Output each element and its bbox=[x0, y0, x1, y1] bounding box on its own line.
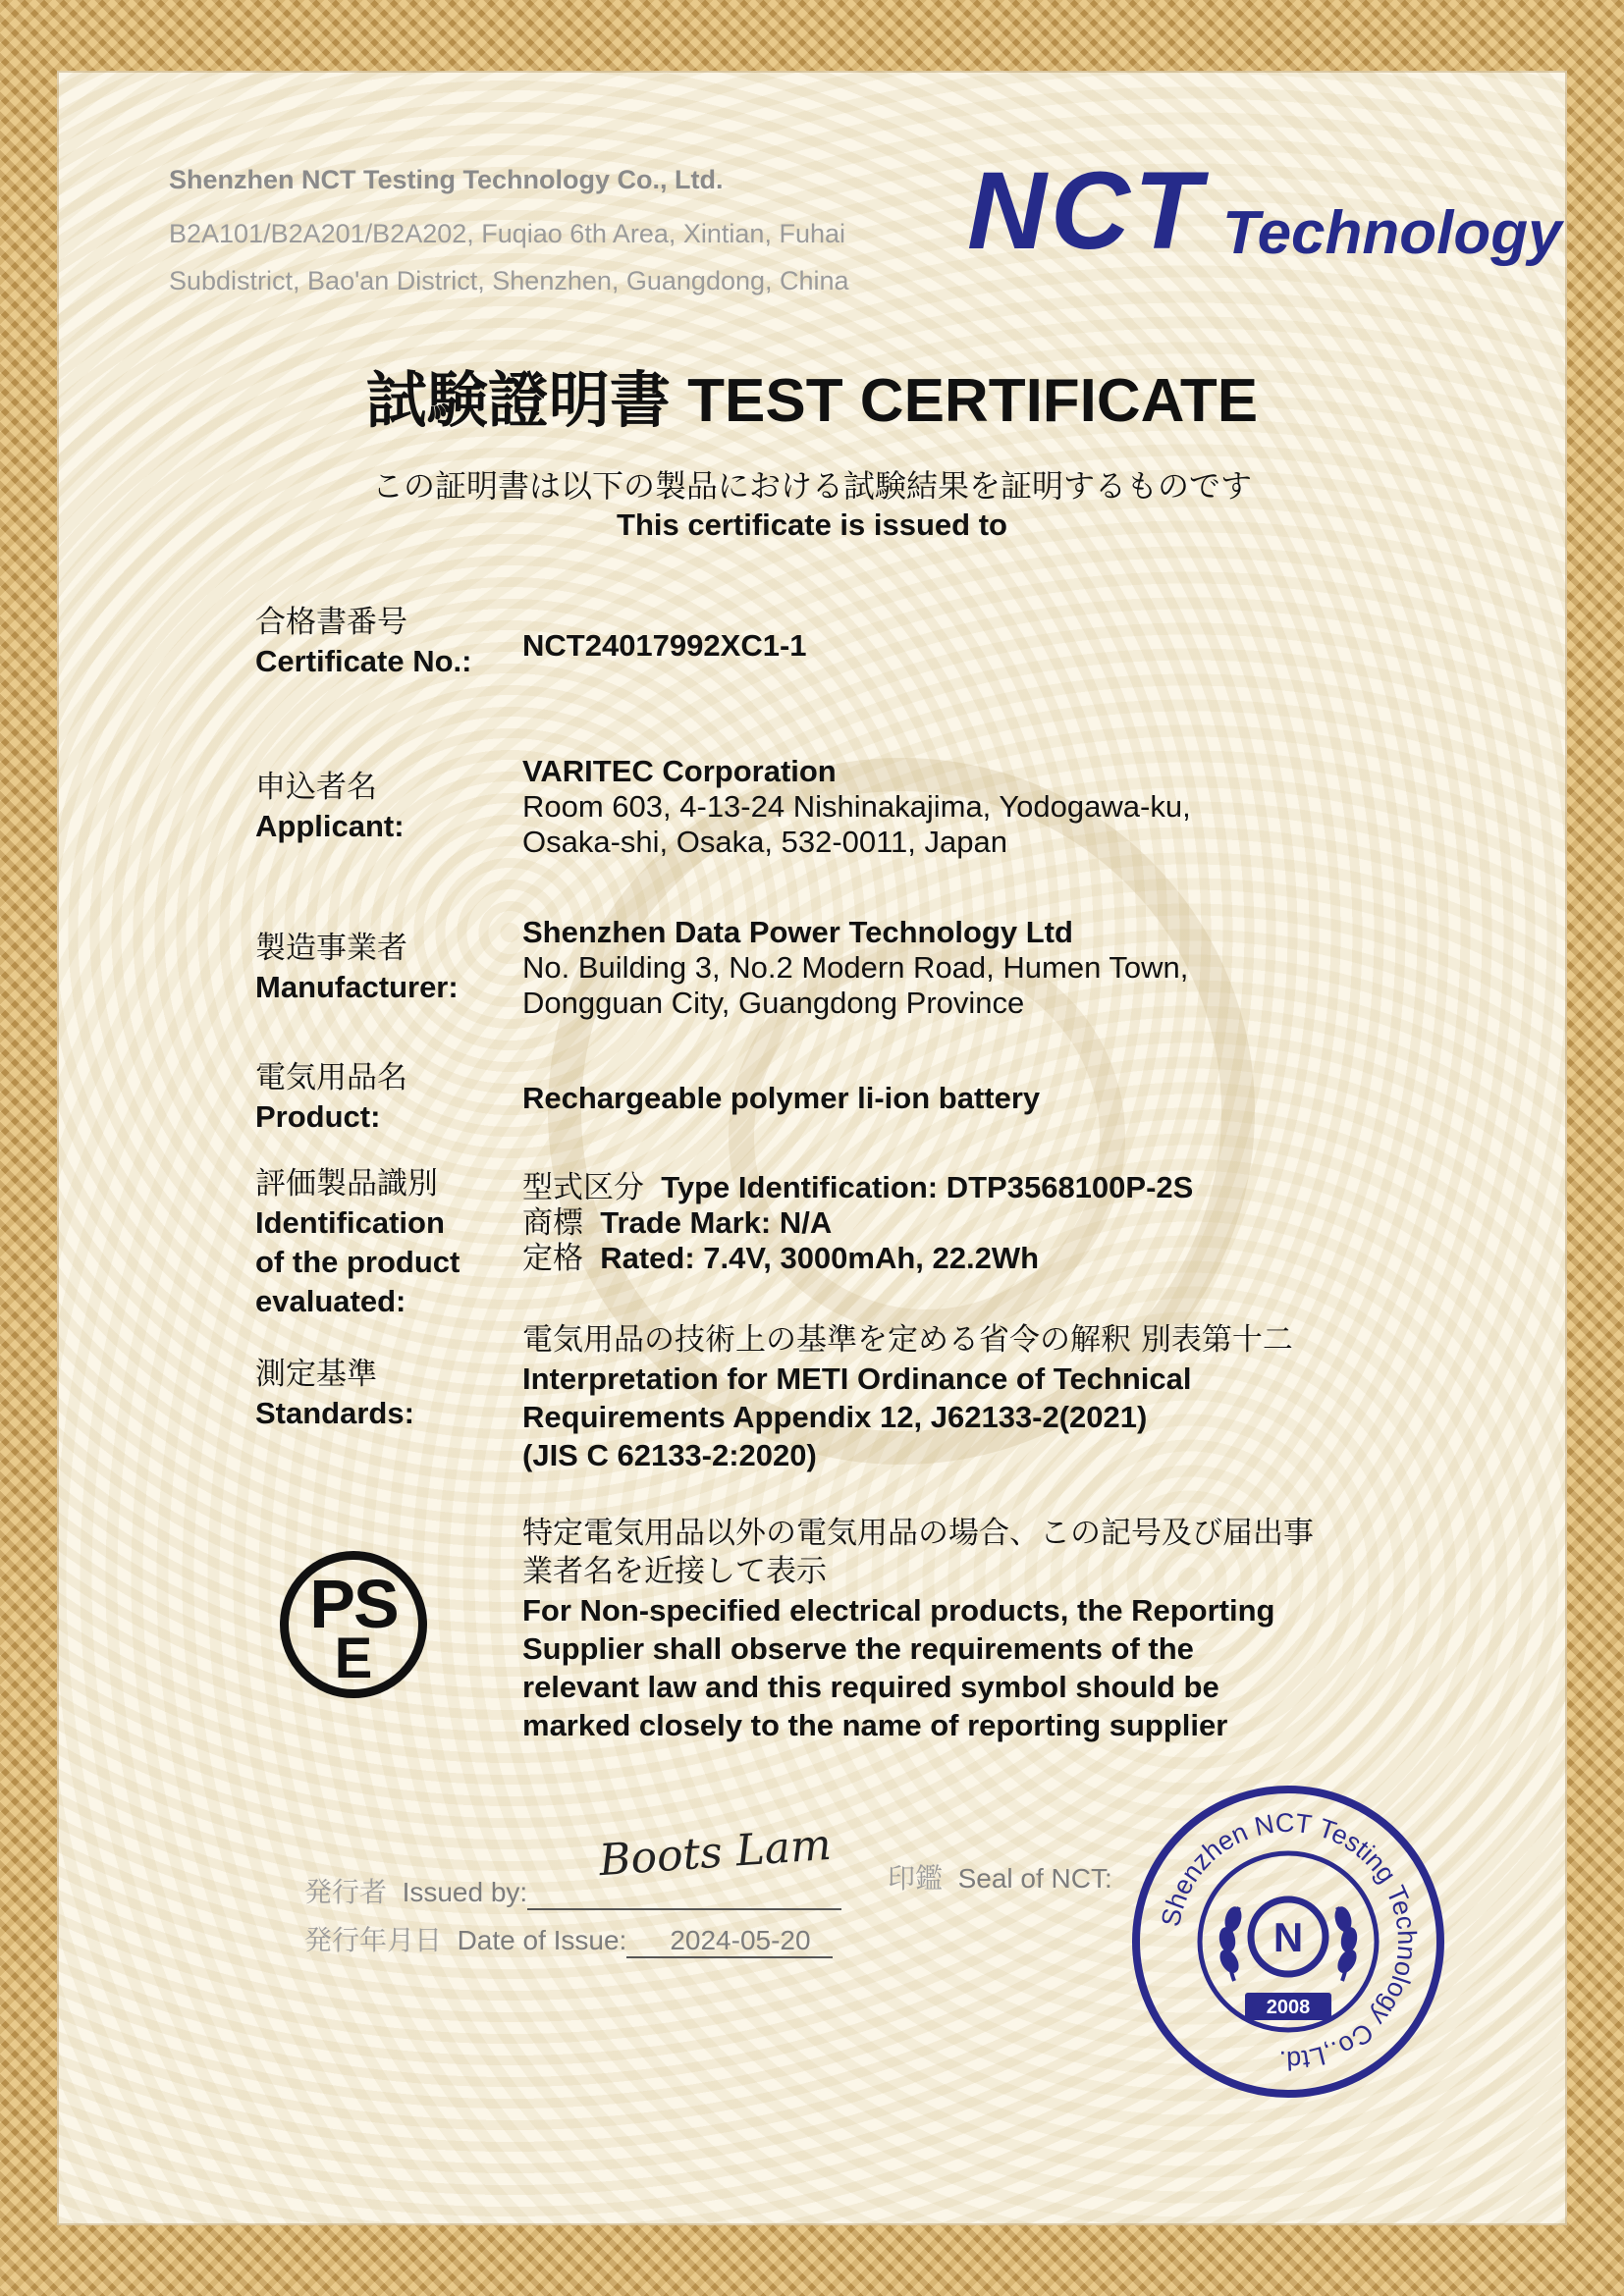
standards-value bbox=[522, 1321, 1293, 1474]
label-en: Product: bbox=[255, 1099, 381, 1134]
seal-label bbox=[888, 1857, 1112, 1896]
standards-jp: 電気用品の技術上の基準を定める省令の解釈 別表第十二 bbox=[522, 1322, 1293, 1358]
manufacturer-label bbox=[255, 929, 459, 1007]
issued-by-jp: 発行者 bbox=[304, 1876, 388, 1908]
pse-notice-en-4: marked closely to the name of reporting supplier bbox=[522, 1708, 1228, 1742]
label-jp: 評価製品識別 bbox=[255, 1166, 438, 1201]
issued-by bbox=[304, 1871, 841, 1910]
product-name: Rechargeable polymer li-ion battery bbox=[522, 1081, 1041, 1115]
pse-notice-en-1: For Non-specified electrical products, the Reporting bbox=[522, 1593, 1275, 1628]
manufacturer-address-1: No. Building 3, No.2 Modern Road, Humen Town, bbox=[522, 950, 1189, 985]
address-line-1: B2A101/B2A201/B2A202, Fuqiao 6th Area, Xintian, Fuhai bbox=[169, 219, 845, 248]
identification-label bbox=[255, 1164, 460, 1321]
label-jp: 測定基準 bbox=[255, 1357, 377, 1392]
mark-jp: 商標 bbox=[522, 1205, 583, 1241]
label-jp: 製造事業者 bbox=[255, 931, 407, 966]
date-en: Date of Issue: bbox=[457, 1925, 627, 1955]
type-en: Type Identification: DTP3568100P-2S bbox=[661, 1170, 1194, 1204]
standards-label bbox=[255, 1355, 414, 1433]
applicant-address-1: Room 603, 4-13-24 Nishinakajima, Yodogawa-ku, bbox=[522, 789, 1191, 824]
manufacturer-value bbox=[522, 915, 1188, 1021]
certificate-title: 試験證明書 TEST CERTIFICATE bbox=[365, 367, 1259, 435]
signature-line bbox=[527, 1879, 841, 1910]
label-jp: 電気用品名 bbox=[255, 1060, 407, 1095]
seal-ring-text: Shenzhen NCT Testing Technology Co.,Ltd. bbox=[1156, 1807, 1423, 2076]
svg-text:N: N bbox=[1272, 1914, 1304, 1960]
applicant-name: VARITEC Corporation bbox=[522, 754, 837, 788]
certificate-no-value bbox=[522, 628, 807, 664]
seal-label-jp: 印鑑 bbox=[888, 1862, 944, 1895]
nct-emblem-icon bbox=[1251, 1899, 1326, 1974]
type-jp: 型式区分 bbox=[522, 1170, 644, 1205]
seal-year: 2008 bbox=[1266, 1997, 1311, 2018]
label-en: Certificate No.: bbox=[255, 644, 472, 678]
subtitle-jp: この証明書は以下の製品における試験結果を証明するものです bbox=[371, 467, 1252, 505]
date-value: 2024-05-20 bbox=[626, 1925, 832, 1958]
product-label bbox=[255, 1058, 407, 1137]
rated-jp: 定格 bbox=[522, 1241, 583, 1276]
label-en: Manufacturer: bbox=[255, 970, 459, 1004]
applicant-value bbox=[522, 754, 1191, 860]
label-en-1: Identification bbox=[255, 1205, 445, 1240]
nct-logo-subtitle: Technology bbox=[1222, 199, 1562, 267]
pse-notice-jp-1: 特定電気用品以外の電気用品の場合、この記号及び届出事 bbox=[522, 1516, 1314, 1551]
company-seal-stamp bbox=[1131, 1785, 1445, 2099]
manufacturer-address-2: Dongguan City, Guangdong Province bbox=[522, 986, 1025, 1020]
mark-en: Trade Mark: N/A bbox=[600, 1205, 833, 1240]
trade-mark bbox=[522, 1205, 1193, 1241]
nct-logo: NCT bbox=[967, 149, 1206, 272]
applicant-address-2: Osaka-shi, Osaka, 532-0011, Japan bbox=[522, 825, 1007, 859]
company-name: Shenzhen NCT Testing Technology Co., Ltd. bbox=[169, 165, 724, 194]
pse-notice-en-2: Supplier shall observe the requirements of the bbox=[522, 1631, 1194, 1666]
issued-by-en: Issued by: bbox=[402, 1877, 528, 1907]
manufacturer-name: Shenzhen Data Power Technology Ltd bbox=[522, 915, 1073, 949]
pse-notice-jp-2: 業者名を近接して表示 bbox=[522, 1554, 827, 1589]
label-en: Standards: bbox=[255, 1396, 414, 1430]
label-en: Applicant: bbox=[255, 809, 405, 843]
standards-line-1: Interpretation for METI Ordinance of Technical bbox=[522, 1362, 1192, 1396]
date-jp: 発行年月日 bbox=[304, 1924, 443, 1956]
standards-line-3: (JIS C 62133-2:2020) bbox=[522, 1438, 817, 1472]
pse-mark-top: PS bbox=[309, 1566, 398, 1642]
standards-line-2: Requirements Appendix 12, J62133-2(2021) bbox=[522, 1400, 1148, 1434]
applicant-label bbox=[255, 768, 405, 846]
pse-notice bbox=[522, 1515, 1314, 1744]
label-jp: 申込者名 bbox=[255, 770, 377, 805]
pse-notice-en-3: relevant law and this required symbol should be bbox=[522, 1670, 1219, 1704]
company-address bbox=[169, 210, 935, 304]
subtitle-en: This certificate is issued to bbox=[617, 507, 1007, 542]
rated-value bbox=[522, 1241, 1193, 1276]
certificate-number: NCT24017992XC1-1 bbox=[522, 628, 807, 663]
signature: Boots Lam bbox=[597, 1819, 834, 1887]
type-identification bbox=[522, 1170, 1193, 1205]
date-of-issue bbox=[304, 1919, 833, 1958]
identification-value bbox=[522, 1170, 1193, 1276]
label-jp: 合格書番号 bbox=[255, 605, 407, 640]
label-en-2: of the product bbox=[255, 1245, 460, 1279]
address-line-2: Subdistrict, Bao'an District, Shenzhen, Guangdong, China bbox=[169, 266, 849, 295]
product-value bbox=[522, 1081, 1040, 1116]
certificate-no-label bbox=[255, 603, 471, 681]
label-en-3: evaluated: bbox=[255, 1284, 406, 1318]
pse-mark-icon bbox=[280, 1551, 427, 1698]
seal-label-en: Seal of NCT: bbox=[957, 1863, 1112, 1894]
rated-en: Rated: 7.4V, 3000mAh, 22.2Wh bbox=[600, 1241, 1040, 1275]
pse-mark-bottom: E bbox=[334, 1627, 373, 1690]
